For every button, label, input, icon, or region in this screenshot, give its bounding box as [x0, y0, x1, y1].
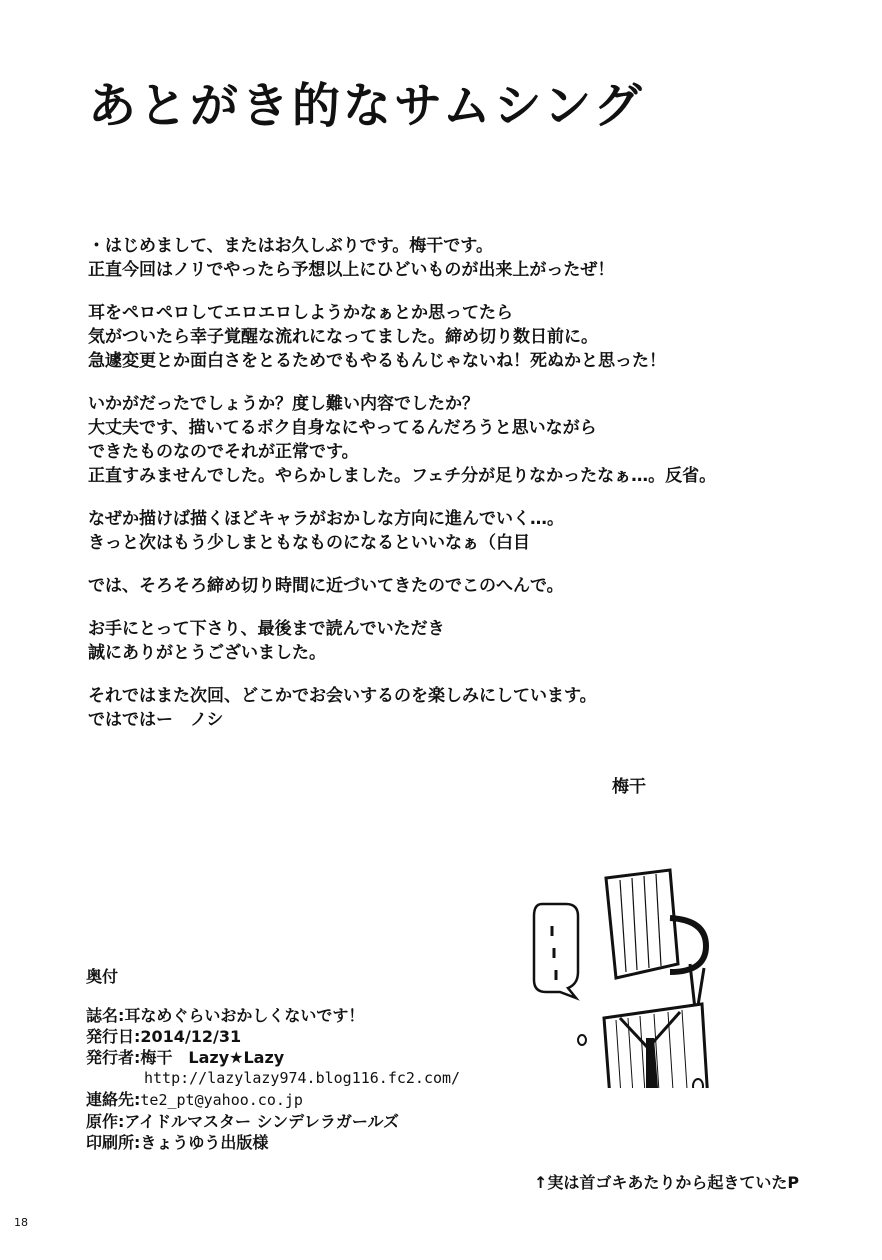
text-line: 正直今回はノリでやったら予想以上にひどいものが出来上がったぜ！ — [88, 260, 615, 280]
sleeping-character-sketch — [520, 868, 750, 1088]
text-line: なぜか描けば描くほどキャラがおかしな方向に進んでいく…。 — [88, 509, 564, 529]
paragraph — [88, 684, 768, 732]
text-line: 耳をペロペロしてエロエロしようかなぁとか思ってたら — [88, 303, 513, 323]
speech-bubble — [534, 904, 578, 998]
text-line: 誠にありがとうございました。 — [88, 643, 326, 663]
colophon-value: 2014/12/31 — [140, 1027, 242, 1046]
afterword-body — [88, 234, 768, 751]
colophon — [86, 966, 460, 1153]
colophon-row-printer — [86, 1132, 460, 1153]
sketch-caption: ↑実は首ゴキあたりから起きていたP — [534, 1173, 800, 1192]
colophon-label: 印刷所: — [86, 1133, 141, 1152]
colophon-row-original-work — [86, 1111, 460, 1132]
text-line: ではではー ノシ — [88, 710, 224, 730]
colophon-row-title — [86, 1005, 460, 1026]
paragraph — [88, 574, 768, 598]
text-line: それではまた次回、どこかでお会いするのを楽しみにしています。 — [88, 686, 597, 706]
colophon-heading: 奥付 — [86, 967, 119, 986]
colophon-value: アイドルマスター シンデレラガールズ — [124, 1112, 400, 1131]
colophon-row-contact — [86, 1089, 460, 1111]
text-line: できたものなのでそれが正常です。 — [88, 442, 359, 462]
colophon-label: 発行者: — [86, 1048, 141, 1067]
text-line: 気がついたら幸子覚醒な流れになってました。締め切り数日前に。 — [88, 327, 598, 347]
paragraph — [88, 301, 768, 373]
colophon-value: 耳なめぐらいおかしくないです！ — [124, 1006, 365, 1025]
text-line: いかがだったでしょうか？度し難い内容でしたか？ — [88, 394, 479, 414]
paragraph — [88, 617, 768, 665]
head-shape — [606, 870, 678, 978]
text-line: 大丈夫です、描いてるボク自身なにやってるんだろうと思いながら — [88, 418, 597, 438]
colophon-label: 原作: — [86, 1112, 125, 1131]
page-number: 18 — [14, 1216, 28, 1229]
body-shape — [604, 1004, 714, 1088]
colophon-label: 発行日: — [86, 1027, 141, 1046]
text-line: では、そろそろ締め切り時間に近づいてきたのでこのへんで。 — [88, 576, 564, 596]
colophon-value: きょうゆう出版様 — [140, 1133, 269, 1152]
colophon-label: 誌名: — [86, 1006, 125, 1025]
text-line: ・はじめまして、またはお久しぶりです。梅干です。 — [88, 236, 493, 256]
colophon-row-publisher — [86, 1047, 460, 1068]
text-line: 正直すみませんでした。やらかしました。フェチ分が足りなかったなぁ…。反省。 — [88, 466, 717, 486]
text-line: 急遽変更とか面白さをとるためでもやるもんじゃないね！死ぬかと思った！ — [88, 351, 666, 371]
paragraph — [88, 234, 768, 282]
paragraph — [88, 392, 768, 488]
colophon-row-date — [86, 1026, 460, 1047]
contact-email: te2_pt@yahoo.co.jp — [140, 1091, 303, 1109]
page-title: あとがき的なサムシング — [88, 78, 645, 134]
small-bubble-mark — [578, 1035, 586, 1045]
website-url: http://lazylazy974.blog116.fc2.com/ — [144, 1069, 461, 1087]
text-line: お手にとって下さり、最後まで読んでいただき — [88, 619, 445, 639]
colophon-label: 連絡先: — [86, 1090, 141, 1109]
colophon-value: 梅干 Lazy★Lazy — [140, 1048, 285, 1067]
author-signature: 梅干 — [612, 777, 646, 797]
paragraph — [88, 507, 768, 555]
colophon-row-url — [86, 1068, 460, 1089]
text-line: きっと次はもう少しまともなものになるといいなぁ（白目 — [88, 533, 530, 553]
